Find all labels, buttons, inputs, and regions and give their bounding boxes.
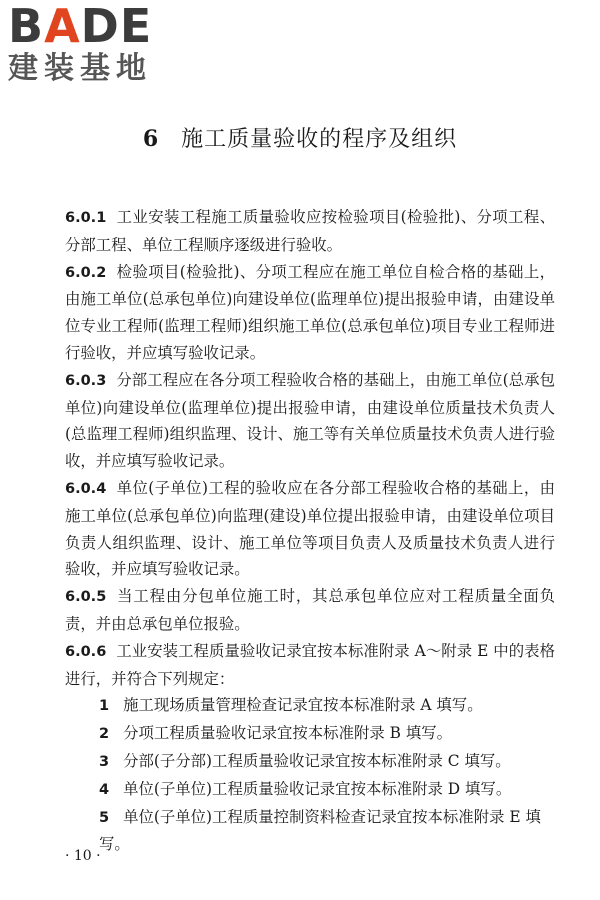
list-item: 4 单位(子单位)工程质量验收记录宜按本标准附录 D 填写。 <box>99 779 512 798</box>
list-item: 2 分项工程质量验收记录宜按本标准附录 B 填写。 <box>99 724 453 743</box>
clause-6-0-2: 6.0.2 检验项目(检验批)、分项工程应在施工单位自检合格的基础上，由施工单位(总承包单位)向建设单位(监理单位)提出报验申请，由建设单位专业工程师(监理工程师)组织施工单位(总承包单位)项目专业工程师进行验收，并应填写验收记录。 <box>65 262 555 362</box>
list-item: 3 分部(子分部)工程质量验收记录宜按本标准附录 C 填写。 <box>99 751 511 770</box>
chapter-title-text: 施工质量验收的程序及组织 <box>181 127 458 152</box>
list-item: 5 单位(子单位)工程质量控制资料检查记录宜按本标准附录 E 填写。 <box>99 807 541 854</box>
clause-6-0-3: 6.0.3 分部工程应在各分项工程验收合格的基础上，由施工单位(总承包单位)向建设单位(监理单位)提出报验申请，由建设单位质量技术负责人(总监理工程师)组织监理、设计、施工等有关单位质量技术负责人进行验收，并应填写验收记录。 <box>65 370 555 471</box>
brand-logo-cn: 建装基地 <box>8 51 152 86</box>
list-item: 1 施工现场质量管理检查记录宜按本标准附录 A 填写。 <box>99 696 483 715</box>
chapter-number: 6 <box>142 126 160 152</box>
clause-6-0-6: 6.0.6 工业安装工程质量验收记录宜按本标准附录 A～附录 E 中的表格进行，并符合下列规定： <box>65 641 555 688</box>
clause-6-0-5: 6.0.5 当工程由分包单位施工时，其总承包单位应对工程质量全面负责，并由总承包单位报验。 <box>65 587 555 633</box>
brand-logo <box>8 2 178 86</box>
page-number: · 10 · <box>65 848 101 864</box>
document-body <box>65 204 555 858</box>
clause-6-0-4: 6.0.4 单位(子单位)工程的验收应在各分部工程验收合格的基础上，由施工单位(总承包单位)向监理(建设)单位提出报验申请，由建设单位项目负责人组织监理、设计、施工单位等项目负责人及质量技术负责人进行验收，并应填写验收记录。 <box>65 478 555 579</box>
brand-logo-en: BADE <box>8 0 153 53</box>
chapter-title <box>0 122 600 153</box>
clause-6-0-1: 6.0.1 工业安装工程施工质量验收应按检验项目(检验批)、分项工程、分部工程、单位工程顺序逐级进行验收。 <box>65 208 555 254</box>
